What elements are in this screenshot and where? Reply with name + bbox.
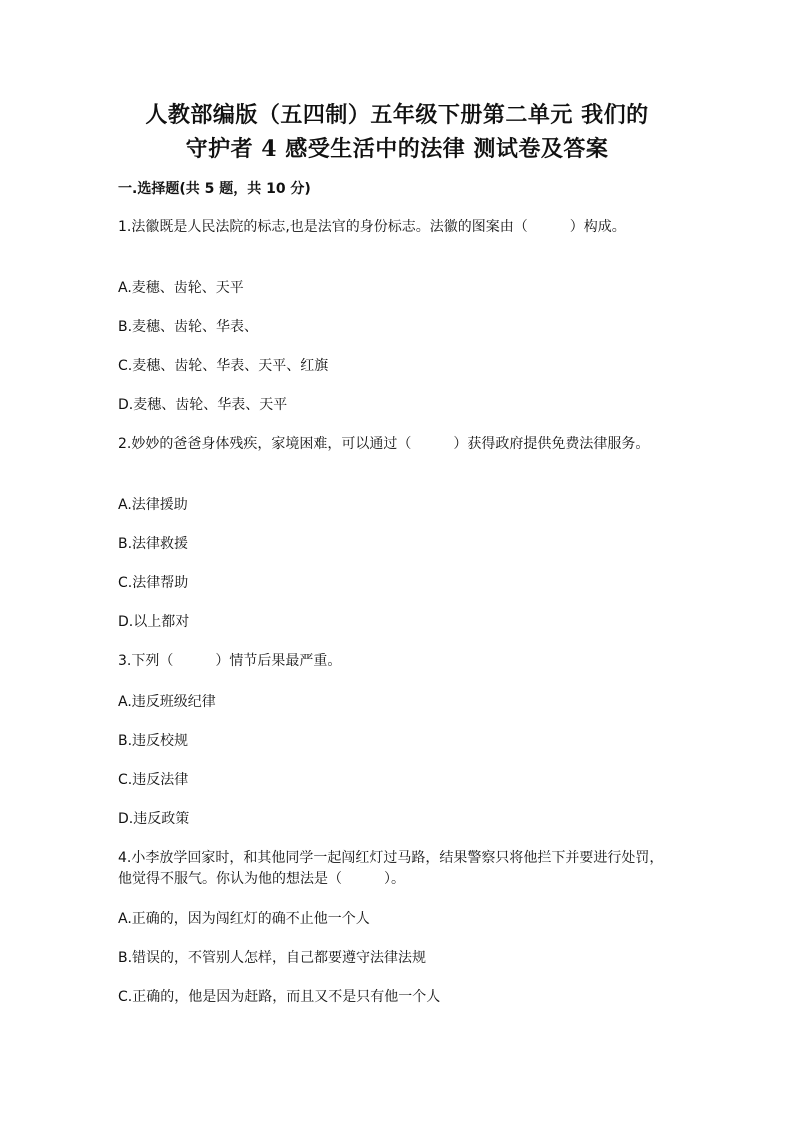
- question-1-option-d: D.麦穗、齿轮、华表、天平: [118, 397, 288, 413]
- question-3-option-a: A.违反班级纪律: [118, 694, 216, 710]
- question-3-option-c: C.违反法律: [118, 772, 189, 788]
- question-2-stem: 2.妙妙的爸爸身体残疾，家境困难，可以通过（ ）获得政府提供免费法律服务。: [118, 436, 650, 452]
- question-4-option-b: B.错误的，不管别人怎样，自己都要遵守法律法规: [118, 950, 427, 966]
- question-2-option-b: B.法律救援: [118, 536, 189, 552]
- question-2-option-c: C.法律帮助: [118, 575, 189, 591]
- question-1-stem: 1.法徽既是人民法院的标志,也是法官的身份标志。法徽的图案由（ ）构成。: [118, 219, 626, 235]
- question-1-option-a: A.麦穗、齿轮、天平: [118, 280, 244, 296]
- question-1-option-c: C.麦穗、齿轮、华表、天平、红旗: [118, 358, 329, 374]
- document-title-line-2: 守护者 4 感受生活中的法律 测试卷及答案: [185, 136, 609, 162]
- document-title-line-1: 人教部编版（五四制）五年级下册第二单元 我们的: [145, 102, 649, 128]
- question-3-option-d: D.违反政策: [118, 811, 190, 827]
- question-4-option-a: A.正确的，因为闯红灯的确不止他一个人: [118, 911, 370, 927]
- question-3-stem: 3.下列（ ）情节后果最严重。: [118, 653, 342, 669]
- question-3-option-b: B.违反校规: [118, 733, 189, 749]
- question-4-stem: 4.小李放学回家时，和其他同学一起闯红灯过马路，结果警察只将他拦下并要进行处罚，他觉得不服气。你认为他的想法是（ ）。: [118, 850, 664, 887]
- section-heading: 一.选择题(共 5 题，共 10 分): [118, 181, 311, 197]
- question-4-option-c: C.正确的，他是因为赶路，而且又不是只有他一个人: [118, 989, 441, 1005]
- question-2-option-a: A.法律援助: [118, 497, 188, 513]
- question-1-option-b: B.麦穗、齿轮、华表、: [118, 319, 259, 335]
- question-2-option-d: D.以上都对: [118, 614, 190, 630]
